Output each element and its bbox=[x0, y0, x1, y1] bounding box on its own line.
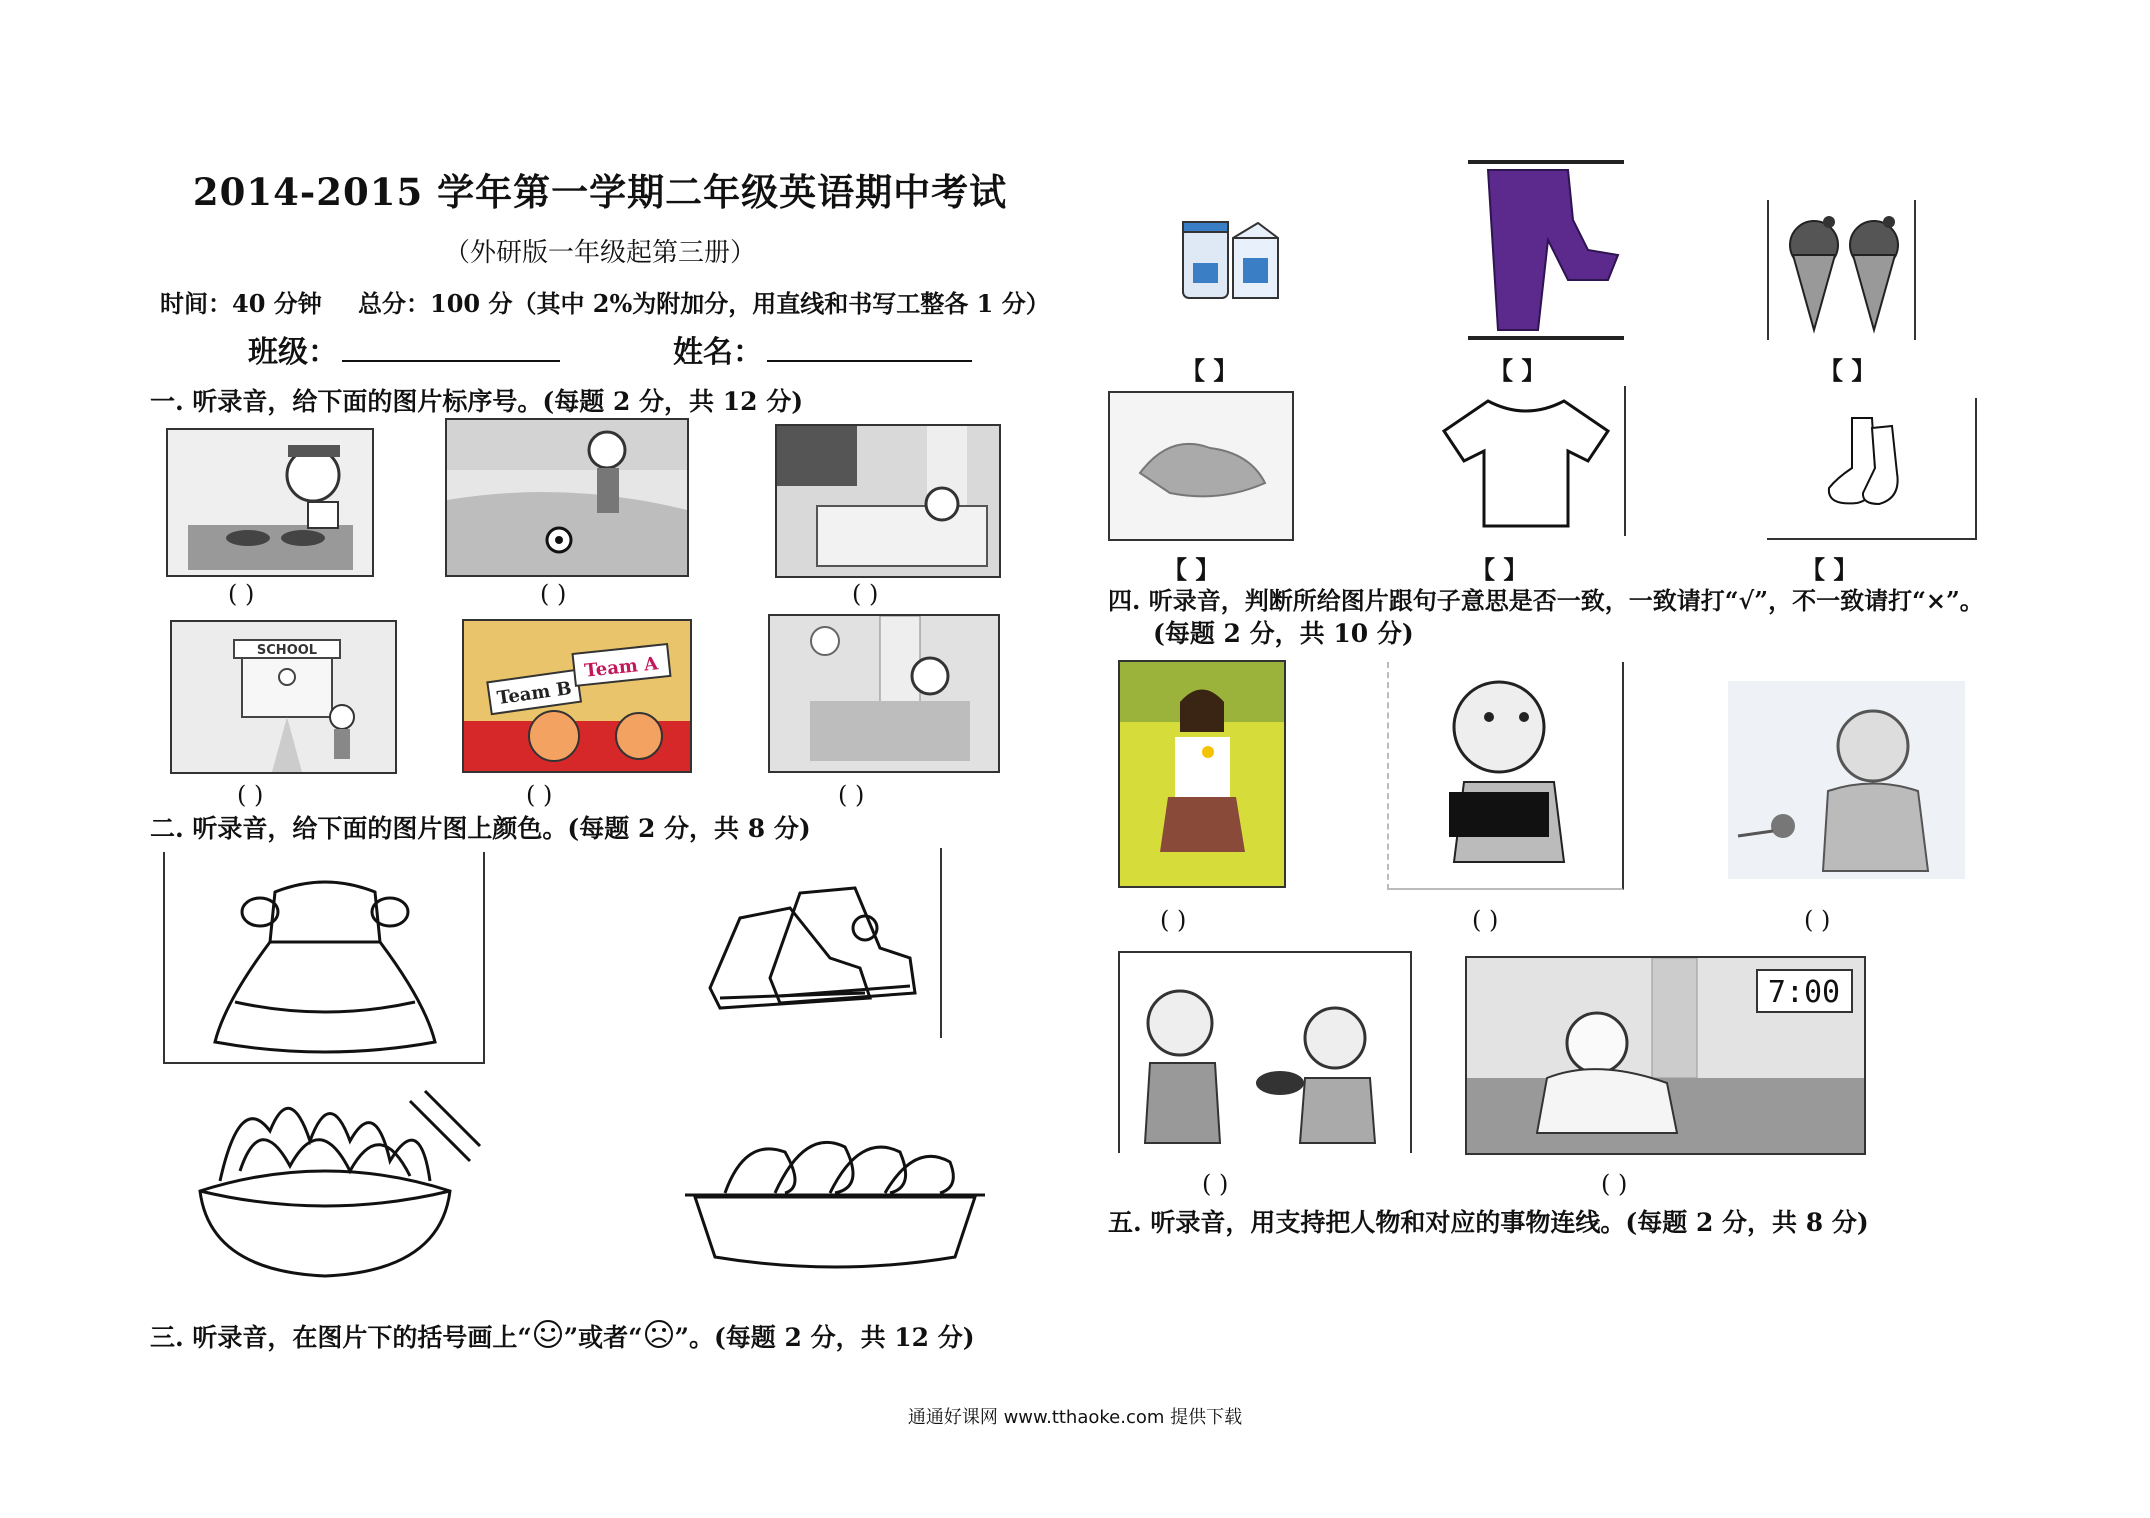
picture-girl-wakeup-clock bbox=[1465, 956, 1866, 1155]
picture-tshirt bbox=[1428, 386, 1626, 536]
picture-boy-shirt bbox=[1387, 662, 1624, 890]
picture-purple-pants bbox=[1468, 160, 1624, 340]
name-field bbox=[673, 327, 972, 371]
section-3-text-b: ”或者“ bbox=[563, 1323, 643, 1352]
answer-bracket-3-1[interactable]: 【 】 bbox=[1181, 356, 1238, 385]
sad-face-icon bbox=[643, 1318, 675, 1350]
class-field bbox=[248, 327, 560, 371]
clock-time: 7:00 bbox=[1767, 975, 1841, 1010]
answer-bracket-3-3[interactable]: 【 】 bbox=[1819, 356, 1876, 385]
section-3-text-c: ”。(每题 2 分，共 12 分) bbox=[674, 1323, 975, 1352]
picture-dress bbox=[163, 852, 485, 1064]
picture-ice-cream bbox=[1767, 200, 1916, 340]
exam-score: 总分：100 分（其中 2%为附加分，用直线和书写工整各 1 分） bbox=[358, 289, 1050, 318]
team-a-sign: Team A bbox=[583, 653, 660, 682]
picture-scarf bbox=[1108, 391, 1294, 541]
footer-source: 通通好课网 www.tthaoke.com 提供下载 bbox=[907, 1407, 1243, 1428]
answer-paren-4-4[interactable]: ( ) bbox=[1202, 1170, 1229, 1198]
answer-paren-4-1[interactable]: ( ) bbox=[1160, 906, 1187, 934]
answer-bracket-3-5[interactable]: 【 】 bbox=[1471, 555, 1528, 584]
answer-paren-1-3[interactable]: ( ) bbox=[852, 580, 879, 608]
answer-paren-1-6[interactable]: ( ) bbox=[838, 781, 865, 809]
section-1-heading: 一. 听录音，给下面的图片标序号。(每题 2 分，共 12 分) bbox=[150, 387, 804, 416]
section-4-subheading: (每题 2 分，共 10 分) bbox=[1153, 619, 1414, 648]
class-input-line[interactable] bbox=[342, 330, 560, 362]
picture-boy-eating bbox=[166, 428, 374, 577]
answer-bracket-3-2[interactable]: 【 】 bbox=[1489, 356, 1546, 385]
answer-bracket-3-4[interactable]: 【 】 bbox=[1163, 555, 1220, 584]
class-label: 班级： bbox=[248, 335, 338, 370]
picture-team-ab bbox=[462, 619, 692, 773]
page-title: 2014-2015 学年第一学期二年级英语期中考试 bbox=[192, 170, 1008, 214]
picture-school bbox=[170, 620, 397, 774]
picture-milk bbox=[1168, 208, 1293, 308]
school-sign: SCHOOL bbox=[256, 643, 318, 658]
section-5-heading: 五. 听录音，用支持把人物和对应的事物连线。(每题 2 分，共 8 分) bbox=[1108, 1208, 1869, 1237]
section-3-text-a: 三. 听录音，在图片下的括号画上“ bbox=[150, 1323, 532, 1352]
exam-time: 时间：40 分钟 bbox=[160, 289, 322, 318]
page-subtitle: （外研版一年级起第三册） bbox=[443, 238, 756, 268]
smile-face-icon bbox=[532, 1318, 564, 1350]
answer-bracket-3-6[interactable]: 【 】 bbox=[1801, 555, 1858, 584]
name-input-line[interactable] bbox=[767, 330, 972, 362]
answer-paren-1-4[interactable]: ( ) bbox=[237, 781, 264, 809]
picture-dumplings bbox=[665, 1097, 1000, 1287]
name-label: 姓名： bbox=[673, 335, 763, 370]
answer-paren-1-1[interactable]: ( ) bbox=[228, 580, 255, 608]
section-4-heading: 四. 听录音，判断所给图片跟句子意思是否一致，一致请打“√”，不一致请打“×”。 bbox=[1108, 586, 1984, 615]
section-2-heading: 二. 听录音，给下面的图片图上颜色。(每题 2 分，共 8 分) bbox=[150, 814, 811, 843]
picture-girl-flowers bbox=[1118, 660, 1286, 888]
team-b-sign: Team B bbox=[495, 677, 573, 710]
answer-paren-4-3[interactable]: ( ) bbox=[1804, 906, 1831, 934]
section-3-heading bbox=[150, 1318, 975, 1354]
picture-boy-sleeping bbox=[775, 424, 1001, 578]
picture-boy-waking bbox=[768, 614, 1000, 773]
picture-sad-child bbox=[1728, 681, 1965, 879]
picture-grandma-rice bbox=[1118, 951, 1412, 1153]
picture-socks bbox=[1767, 398, 1977, 540]
answer-paren-4-2[interactable]: ( ) bbox=[1472, 906, 1499, 934]
picture-noodles bbox=[160, 1071, 490, 1286]
answer-paren-1-2[interactable]: ( ) bbox=[540, 580, 567, 608]
answer-paren-1-5[interactable]: ( ) bbox=[526, 781, 553, 809]
picture-boy-football bbox=[445, 418, 689, 577]
picture-sneakers bbox=[680, 848, 942, 1038]
answer-paren-4-5[interactable]: ( ) bbox=[1601, 1170, 1628, 1198]
